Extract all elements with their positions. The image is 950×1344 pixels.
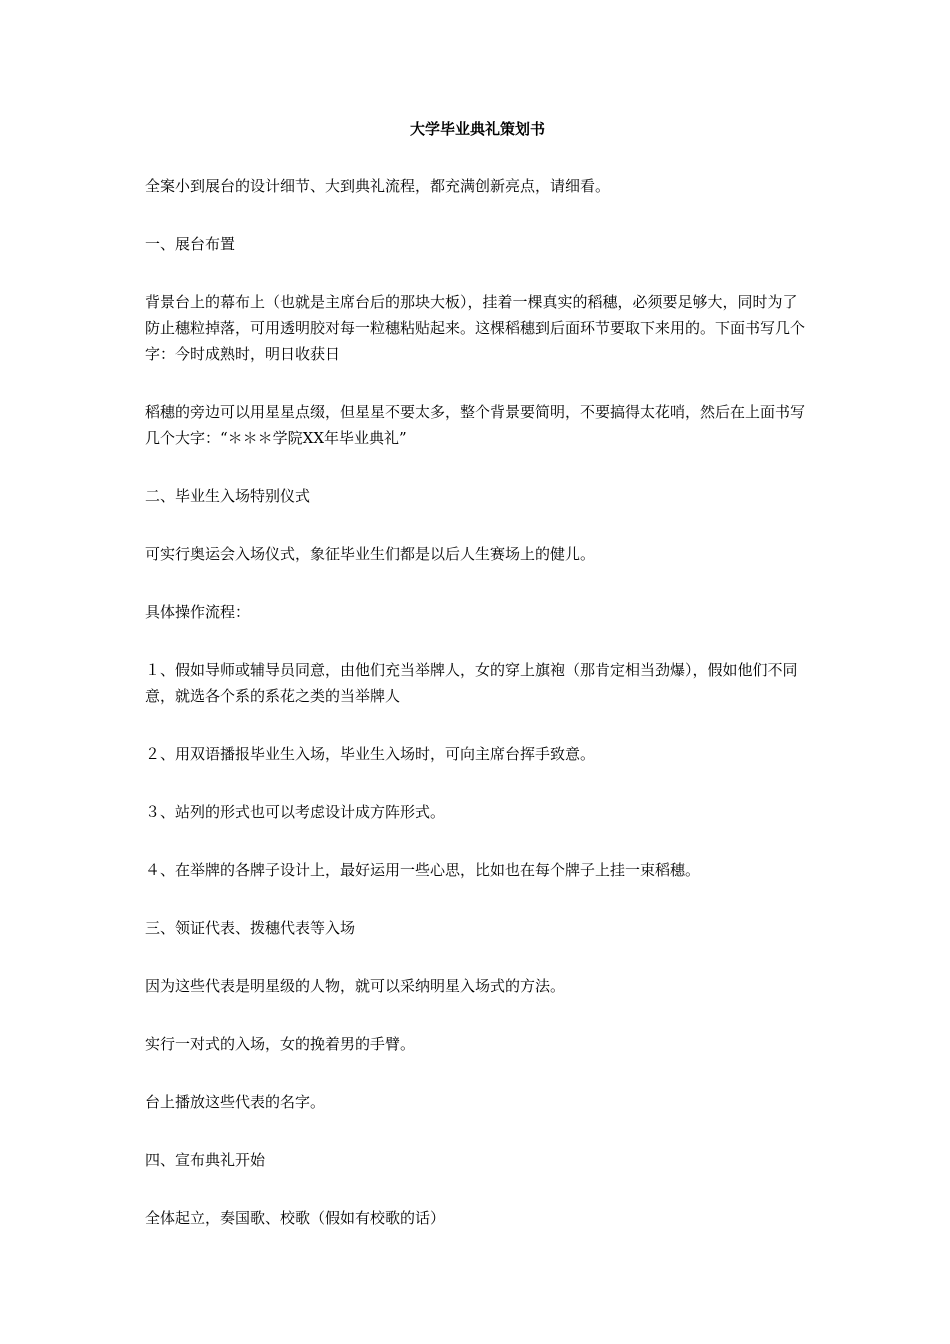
paragraph-olympic: 可实行奥运会入场仪式，象征毕业生们都是以后人生赛场上的健儿。 <box>145 545 596 563</box>
document-title: 大学毕业典礼策划书 <box>409 120 545 138</box>
section-heading-3: 三、领证代表、拨穗代表等入场 <box>145 919 356 937</box>
paragraph-anthem: 全体起立，奏国歌、校歌（假如有校歌的话） <box>145 1209 446 1227</box>
section-heading-2: 二、毕业生入场特别仪式 <box>145 487 311 505</box>
list-item-4: ４、在举牌的各牌子设计上，最好运用一些心思，比如也在每个牌子上挂一束稻穗。 <box>145 861 701 879</box>
paragraph-pair-entrance: 实行一对式的入场，女的挽着男的手臂。 <box>145 1035 416 1053</box>
paragraph-backdrop: 背景台上的幕布上（也就是主席台后的那块大板），挂着一棵真实的稻穗，必须要足够大，同时为了防止穗粒掉落，可用透明胶对每一粒穗粘贴起来。这棵稻穗到后面环节要取下来用的。下面书写几个字：今时成熟时，明日收获日 <box>145 293 806 363</box>
paragraph-stars: 稻穗的旁边可以用星星点缀，但星星不要太多，整个背景要简明，不要搞得太花哨，然后在上面书写几个大字：“＊＊＊学院XX年毕业典礼” <box>145 403 806 447</box>
paragraph-star-entrance: 因为这些代表是明星级的人物，就可以采纳明星入场式的方法。 <box>145 977 566 995</box>
paragraph-display-names: 台上播放这些代表的名字。 <box>145 1093 326 1111</box>
section-heading-1: 一、展台布置 <box>145 235 236 253</box>
list-item-2: ２、用双语播报毕业生入场，毕业生入场时，可向主席台挥手致意。 <box>145 745 596 763</box>
list-item-1: １、假如导师或辅导员同意，由他们充当举牌人，女的穿上旗袍（那肯定相当劲爆），假如他们不同意，就选各个系的系花之类的当举牌人 <box>145 661 798 705</box>
section-heading-4: 四、宣布典礼开始 <box>145 1151 266 1169</box>
list-item-3: ３、站列的形式也可以考虑设计成方阵形式。 <box>145 803 446 821</box>
paragraph-procedure-label: 具体操作流程： <box>145 603 251 621</box>
intro-paragraph: 全案小到展台的设计细节、大到典礼流程，都充满创新亮点，请细看。 <box>145 177 611 195</box>
